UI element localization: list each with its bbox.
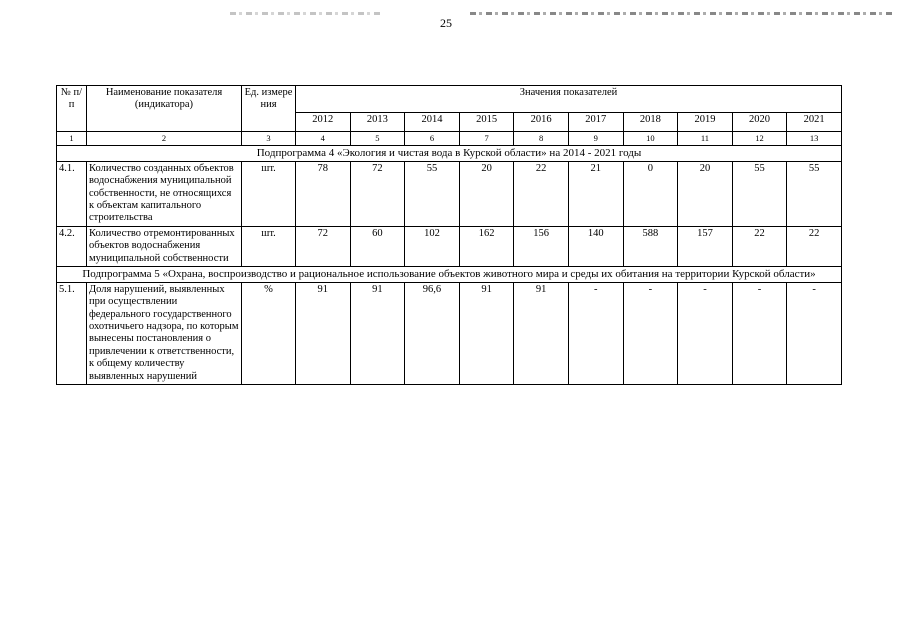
row-indicator-name: Доля нарушений, выявленных при осуществлении федерального государственного охотничьего надзора, по которым вынесены постановления о привлечении к ответственности, к общему количеству выявленных нарушений <box>87 282 242 384</box>
header-row <box>57 86 842 113</box>
row-value: 55 <box>405 161 460 226</box>
row-value: - <box>568 282 623 384</box>
column-index: 8 <box>514 132 569 146</box>
row-value: 157 <box>678 226 733 266</box>
column-index: 5 <box>350 132 405 146</box>
indicators-table <box>56 85 842 385</box>
row-indicator-name: Количество созданных объектов водоснабжения муниципальной собственности, не относящихся к объектам капитального строительства <box>87 161 242 226</box>
header-year: 2021 <box>787 113 842 132</box>
header-year: 2019 <box>678 113 733 132</box>
table-row <box>57 226 842 266</box>
row-value: 21 <box>568 161 623 226</box>
row-value: - <box>623 282 678 384</box>
row-value: 162 <box>459 226 514 266</box>
column-index: 12 <box>732 132 787 146</box>
column-index: 6 <box>405 132 460 146</box>
header-year: 2020 <box>732 113 787 132</box>
section-title: Подпрограмма 4 «Экология и чистая вода в Курской области» на 2014 - 2021 годы <box>57 146 842 162</box>
column-index: 1 <box>57 132 87 146</box>
scan-artifact-left <box>230 12 380 15</box>
section-header-row <box>57 266 842 282</box>
row-value: 96,6 <box>405 282 460 384</box>
header-year: 2018 <box>623 113 678 132</box>
row-value: - <box>678 282 733 384</box>
header-year: 2013 <box>350 113 405 132</box>
row-value: 156 <box>514 226 569 266</box>
row-value: 0 <box>623 161 678 226</box>
row-value: 20 <box>678 161 733 226</box>
row-value: 588 <box>623 226 678 266</box>
header-unit: Ед. измере ния <box>242 86 296 132</box>
header-name: Наименование показателя (индикатора) <box>87 86 242 132</box>
section-header-row <box>57 146 842 162</box>
page-number: 25 <box>440 16 452 30</box>
header-year: 2014 <box>405 113 460 132</box>
row-value: 22 <box>514 161 569 226</box>
row-unit: шт. <box>242 226 296 266</box>
row-number: 4.2. <box>57 226 87 266</box>
column-index-row <box>57 132 842 146</box>
column-index: 3 <box>242 132 296 146</box>
row-value: 91 <box>350 282 405 384</box>
row-value: 55 <box>787 161 842 226</box>
row-value: 78 <box>296 161 351 226</box>
header-no: № п/п <box>57 86 87 132</box>
row-value: 72 <box>350 161 405 226</box>
column-index: 11 <box>678 132 733 146</box>
row-value: - <box>787 282 842 384</box>
row-unit: шт. <box>242 161 296 226</box>
column-index: 13 <box>787 132 842 146</box>
column-index: 7 <box>459 132 514 146</box>
row-value: 102 <box>405 226 460 266</box>
column-index: 2 <box>87 132 242 146</box>
header-values: Значения показателей <box>296 86 842 113</box>
table-row <box>57 161 842 226</box>
row-value: 140 <box>568 226 623 266</box>
row-value: 72 <box>296 226 351 266</box>
column-index: 10 <box>623 132 678 146</box>
row-value: 22 <box>787 226 842 266</box>
row-value: 91 <box>459 282 514 384</box>
row-value: 91 <box>514 282 569 384</box>
row-number: 4.1. <box>57 161 87 226</box>
header-year: 2016 <box>514 113 569 132</box>
row-unit: % <box>242 282 296 384</box>
row-value: 91 <box>296 282 351 384</box>
header-year: 2017 <box>568 113 623 132</box>
header-year: 2012 <box>296 113 351 132</box>
row-value: 60 <box>350 226 405 266</box>
scan-artifact-right <box>470 12 895 15</box>
header-year: 2015 <box>459 113 514 132</box>
row-value: - <box>732 282 787 384</box>
row-value: 55 <box>732 161 787 226</box>
table-row <box>57 282 842 384</box>
section-title: Подпрограмма 5 «Охрана, воспроизводство и рациональное использование объектов животного мира и среды их обитания на территории Курской области» <box>57 266 842 282</box>
column-index: 4 <box>296 132 351 146</box>
row-value: 22 <box>732 226 787 266</box>
column-index: 9 <box>568 132 623 146</box>
row-number: 5.1. <box>57 282 87 384</box>
row-indicator-name: Количество отремонтированных объектов водоснабжения муниципальной собственности <box>87 226 242 266</box>
row-value: 20 <box>459 161 514 226</box>
